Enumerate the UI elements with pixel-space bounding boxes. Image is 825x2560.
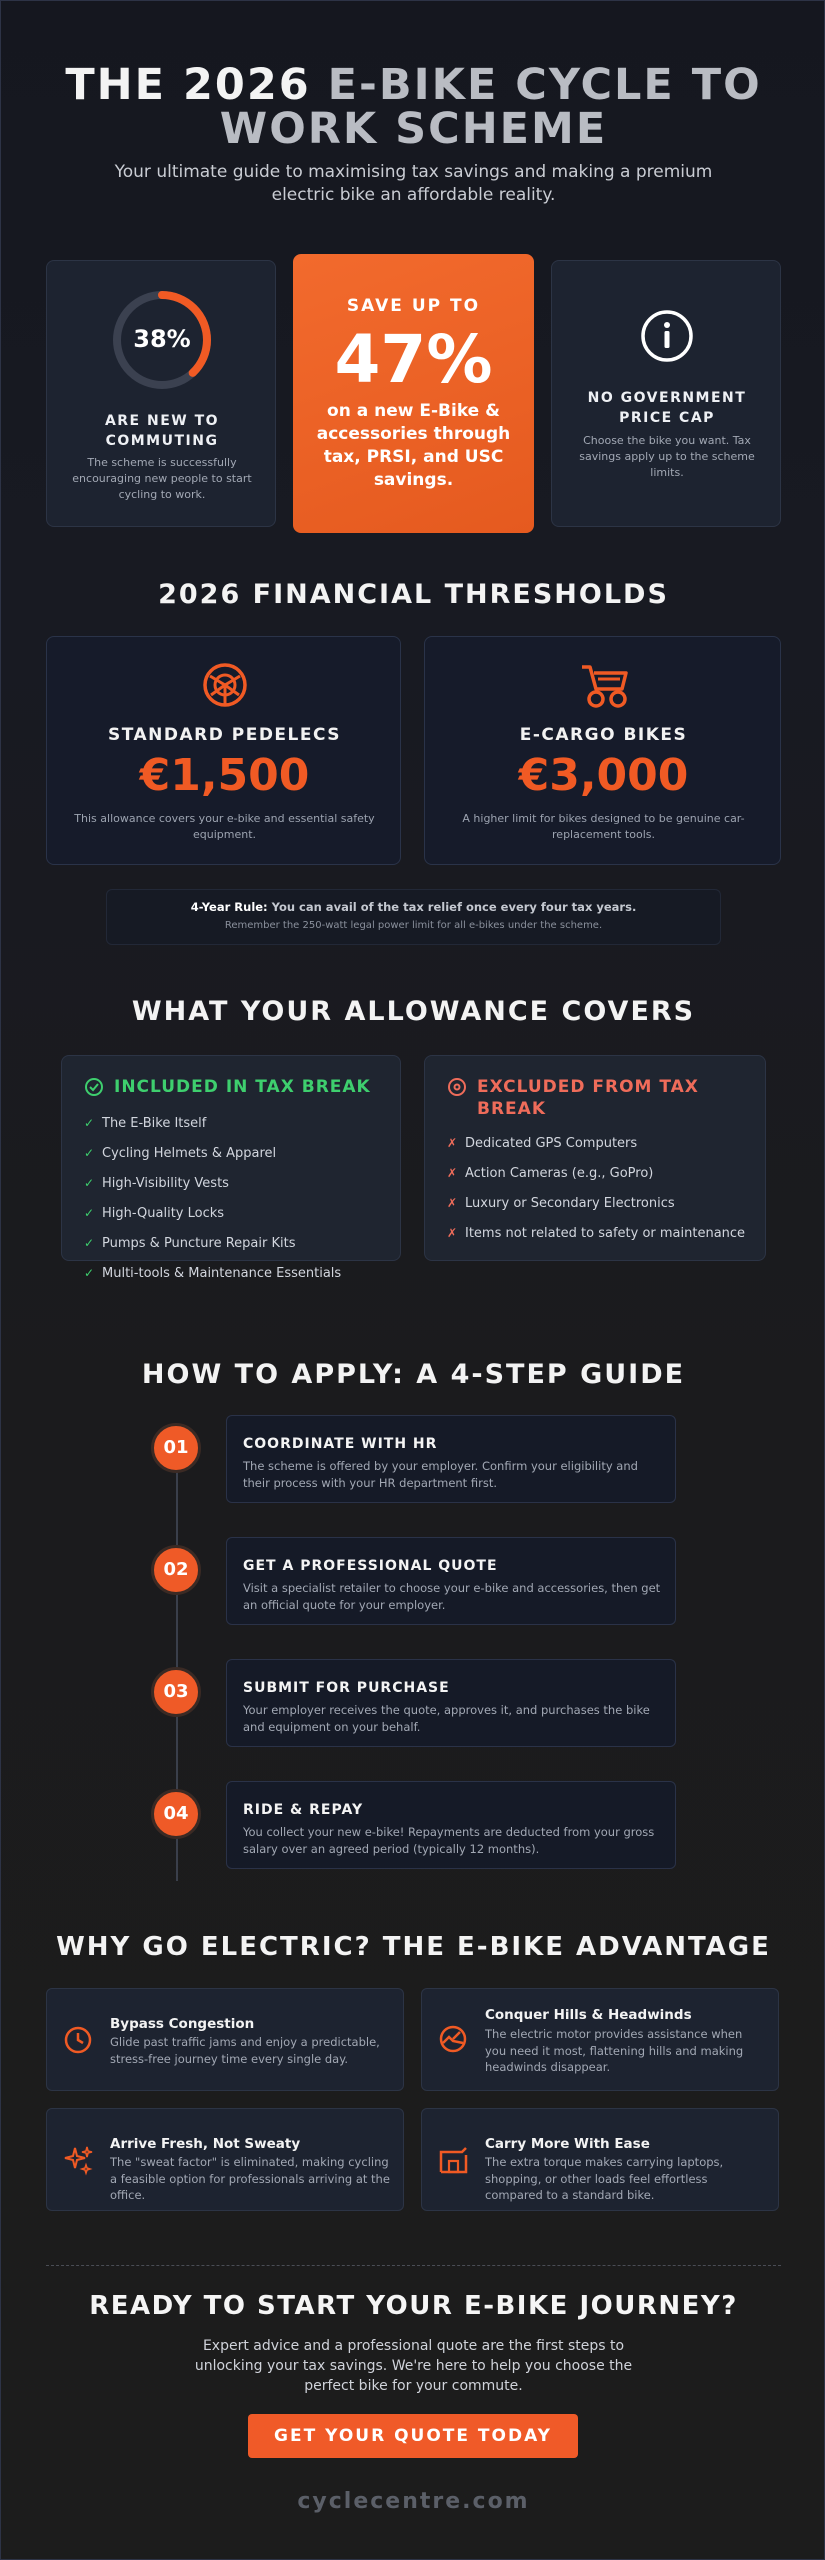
advantage-description: Glide past traffic jams and enjoy a predictable, stress-free journey time every single day. <box>110 2035 380 2066</box>
stat-commuting-description: The scheme is successfully encouraging new people to start cycling to work. <box>72 456 252 501</box>
pedelec-description: This allowance covers your e-bike and essential safety equipment. <box>74 812 375 841</box>
step-number-badge: 02 <box>151 1545 201 1595</box>
check-icon: ✓ <box>84 1206 95 1220</box>
step-title: GET A PROFESSIONAL QUOTE <box>243 1558 498 1574</box>
savings-kicker: SAVE UP TO <box>346 296 481 316</box>
step-description: The scheme is offered by your employer. Confirm your eligibility and their process with your HR department first. <box>243 1459 638 1490</box>
included-item <box>84 1266 341 1281</box>
cross-icon: ✗ <box>447 1196 458 1210</box>
get-quote-button[interactable]: GET YOUR QUOTE TODAY <box>248 2414 578 2458</box>
advantage-description: The extra torque makes carrying laptops, shopping, or other loads feel effortless compared to a standard bike. <box>485 2155 724 2202</box>
bicycle-badge-icon <box>202 662 248 708</box>
section-divider <box>46 2265 781 2266</box>
four-year-rule-note: Remember the 250-watt legal power limit for all e-bikes under the scheme. <box>224 920 603 931</box>
step-card <box>226 1537 676 1625</box>
step-card <box>226 1415 676 1503</box>
donut-percent-label: 38% <box>133 325 191 353</box>
check-icon: ✓ <box>84 1176 95 1190</box>
advantage-card <box>46 2108 404 2211</box>
step-description: Visit a specialist retailer to choose your e-bike and accessories, then get an official quote for your employer. <box>243 1581 661 1612</box>
excluded-item-label: Action Cameras (e.g., GoPro) <box>465 1166 654 1181</box>
included-item-label: The E-Bike Itself <box>102 1116 207 1131</box>
excluded-title <box>477 1076 699 1120</box>
excluded-item-label: Dedicated GPS Computers <box>465 1136 638 1151</box>
included-title: INCLUDED IN TAX BREAK <box>114 1077 371 1097</box>
advantage-title: Arrive Fresh, Not Sweaty <box>110 2136 301 2152</box>
step-number-badge: 03 <box>151 1667 201 1717</box>
cargo-box-icon <box>436 2143 470 2177</box>
cross-icon: ✗ <box>447 1226 458 1240</box>
step-description: You collect your new e-bike! Repayments are deducted from your gross salary over an agreed period (typically 12 months). <box>243 1825 655 1856</box>
block-circle-icon <box>447 1077 467 1097</box>
step-card <box>226 1781 676 1869</box>
stat-price-cap-title: NO GOVERNMENT PRICE CAP <box>587 390 747 426</box>
four-year-rule-label: 4-Year Rule: <box>190 900 268 914</box>
hero-title <box>1 60 825 154</box>
advantage-card <box>421 1988 779 2091</box>
excluded-title-line2: BREAK <box>477 1099 546 1119</box>
step-description: Your employer receives the quote, approves it, and purchases the bike and equipment on your behalf. <box>243 1703 650 1734</box>
included-item-label: Pumps & Puncture Repair Kits <box>102 1236 296 1251</box>
pedelec-value: €1,500 <box>139 750 310 801</box>
step-number-badge: 04 <box>151 1789 201 1839</box>
advantage-title: Bypass Congestion <box>110 2016 255 2032</box>
coverage-title: WHAT YOUR ALLOWANCE COVERS <box>131 996 696 1027</box>
advantage-description: The electric motor provides assistance when you need it most, flattening hills and making headwinds disappear. <box>485 2027 744 2074</box>
included-item <box>84 1146 276 1161</box>
included-item <box>84 1116 206 1131</box>
hero-subtitle: Your ultimate guide to maximising tax savings and making a premium electric bike an affordable reality. <box>114 162 713 205</box>
included-item <box>84 1206 224 1221</box>
advantage-card <box>46 1988 404 2091</box>
thresholds-title: 2026 FINANCIAL THRESHOLDS <box>158 579 669 610</box>
check-icon: ✓ <box>84 1146 95 1160</box>
step-card <box>226 1659 676 1747</box>
hero-title-line2: WORK SCHEME <box>219 104 608 154</box>
stat-commuting-title: ARE NEW TO COMMUTING <box>104 413 220 449</box>
excluded-title-line1: EXCLUDED FROM TAX <box>477 1077 699 1097</box>
excluded-card <box>424 1055 766 1261</box>
excluded-item <box>447 1226 745 1241</box>
included-item-label: High-Quality Locks <box>102 1206 225 1221</box>
pedelec-name: STANDARD PEDELECS <box>107 725 342 745</box>
check-circle-icon <box>84 1077 104 1097</box>
check-icon: ✓ <box>84 1266 95 1280</box>
info-icon <box>640 309 694 363</box>
cargo-name: E-CARGO BIKES <box>519 725 688 745</box>
cargo-bike-icon <box>578 661 630 709</box>
stat-card-price-cap <box>551 260 781 527</box>
cta-title: READY TO START YOUR E-BIKE JOURNEY? <box>89 2291 738 2321</box>
included-item-label: Multi-tools & Maintenance Essentials <box>102 1266 342 1281</box>
check-icon: ✓ <box>84 1116 95 1130</box>
mountain-gauge-icon <box>436 2022 470 2056</box>
cross-icon: ✗ <box>447 1136 458 1150</box>
cargo-description: A higher limit for bikes designed to be genuine car-replacement tools. <box>462 812 745 841</box>
stat-card-commuting <box>46 260 276 527</box>
excluded-item <box>447 1196 675 1211</box>
sparkles-icon <box>61 2143 95 2177</box>
stat-price-cap-description: Choose the bike you want. Tax savings apply up to the scheme limits. <box>579 434 755 479</box>
step-title: RIDE & REPAY <box>243 1802 364 1818</box>
cross-icon: ✗ <box>447 1166 458 1180</box>
excluded-item-label: Luxury or Secondary Electronics <box>465 1196 675 1211</box>
savings-description: on a new E-Bike & accessories through tax, PRSI, and USC savings. <box>316 401 511 490</box>
clock-icon <box>61 2023 95 2057</box>
four-year-rule-box <box>106 889 721 945</box>
steps-title: HOW TO APPLY: A 4-STEP GUIDE <box>141 1359 686 1390</box>
check-icon: ✓ <box>84 1236 95 1250</box>
stat-card-savings <box>293 254 534 533</box>
four-year-rule-text <box>107 900 720 914</box>
included-item <box>84 1236 295 1251</box>
threshold-card-pedelec <box>46 636 401 865</box>
cargo-value: €3,000 <box>518 750 689 801</box>
advantage-title: Conquer Hills & Headwinds <box>485 2007 692 2023</box>
hero-title-part-b: E-BIKE CYCLE TO <box>327 60 762 110</box>
savings-percent: 47% <box>334 321 493 398</box>
advantage-title: Carry More With Ease <box>485 2136 650 2152</box>
included-card <box>61 1055 401 1281</box>
advantage-card <box>421 2108 779 2211</box>
advantage-description: The "sweat factor" is eliminated, making cycling a feasible option for professionals arriving at the office. <box>110 2155 390 2202</box>
excluded-item <box>447 1166 653 1181</box>
step-number-badge: 01 <box>151 1423 201 1473</box>
excluded-item-label: Items not related to safety or maintenance <box>465 1226 746 1241</box>
cta-subtitle: Expert advice and a professional quote are the first steps to unlocking your tax savings. We're here to help you choose the perfect bike for your commute. <box>194 2338 633 2394</box>
threshold-card-cargo <box>424 636 781 865</box>
included-item <box>84 1176 229 1191</box>
four-year-rule-body: You can avail of the tax relief once every four tax years. <box>267 900 637 914</box>
included-item-label: High-Visibility Vests <box>102 1176 229 1191</box>
excluded-item <box>447 1136 637 1151</box>
hero-title-part-a: THE 2026 <box>65 60 328 110</box>
step-title: COORDINATE WITH HR <box>243 1436 438 1452</box>
step-title: SUBMIT FOR PURCHASE <box>243 1680 450 1696</box>
brand-wordmark: cyclecentre.com <box>297 2489 530 2514</box>
advantages-title: WHY GO ELECTRIC? THE E-BIKE ADVANTAGE <box>56 1932 771 1962</box>
included-item-label: Cycling Helmets & Apparel <box>102 1146 277 1161</box>
